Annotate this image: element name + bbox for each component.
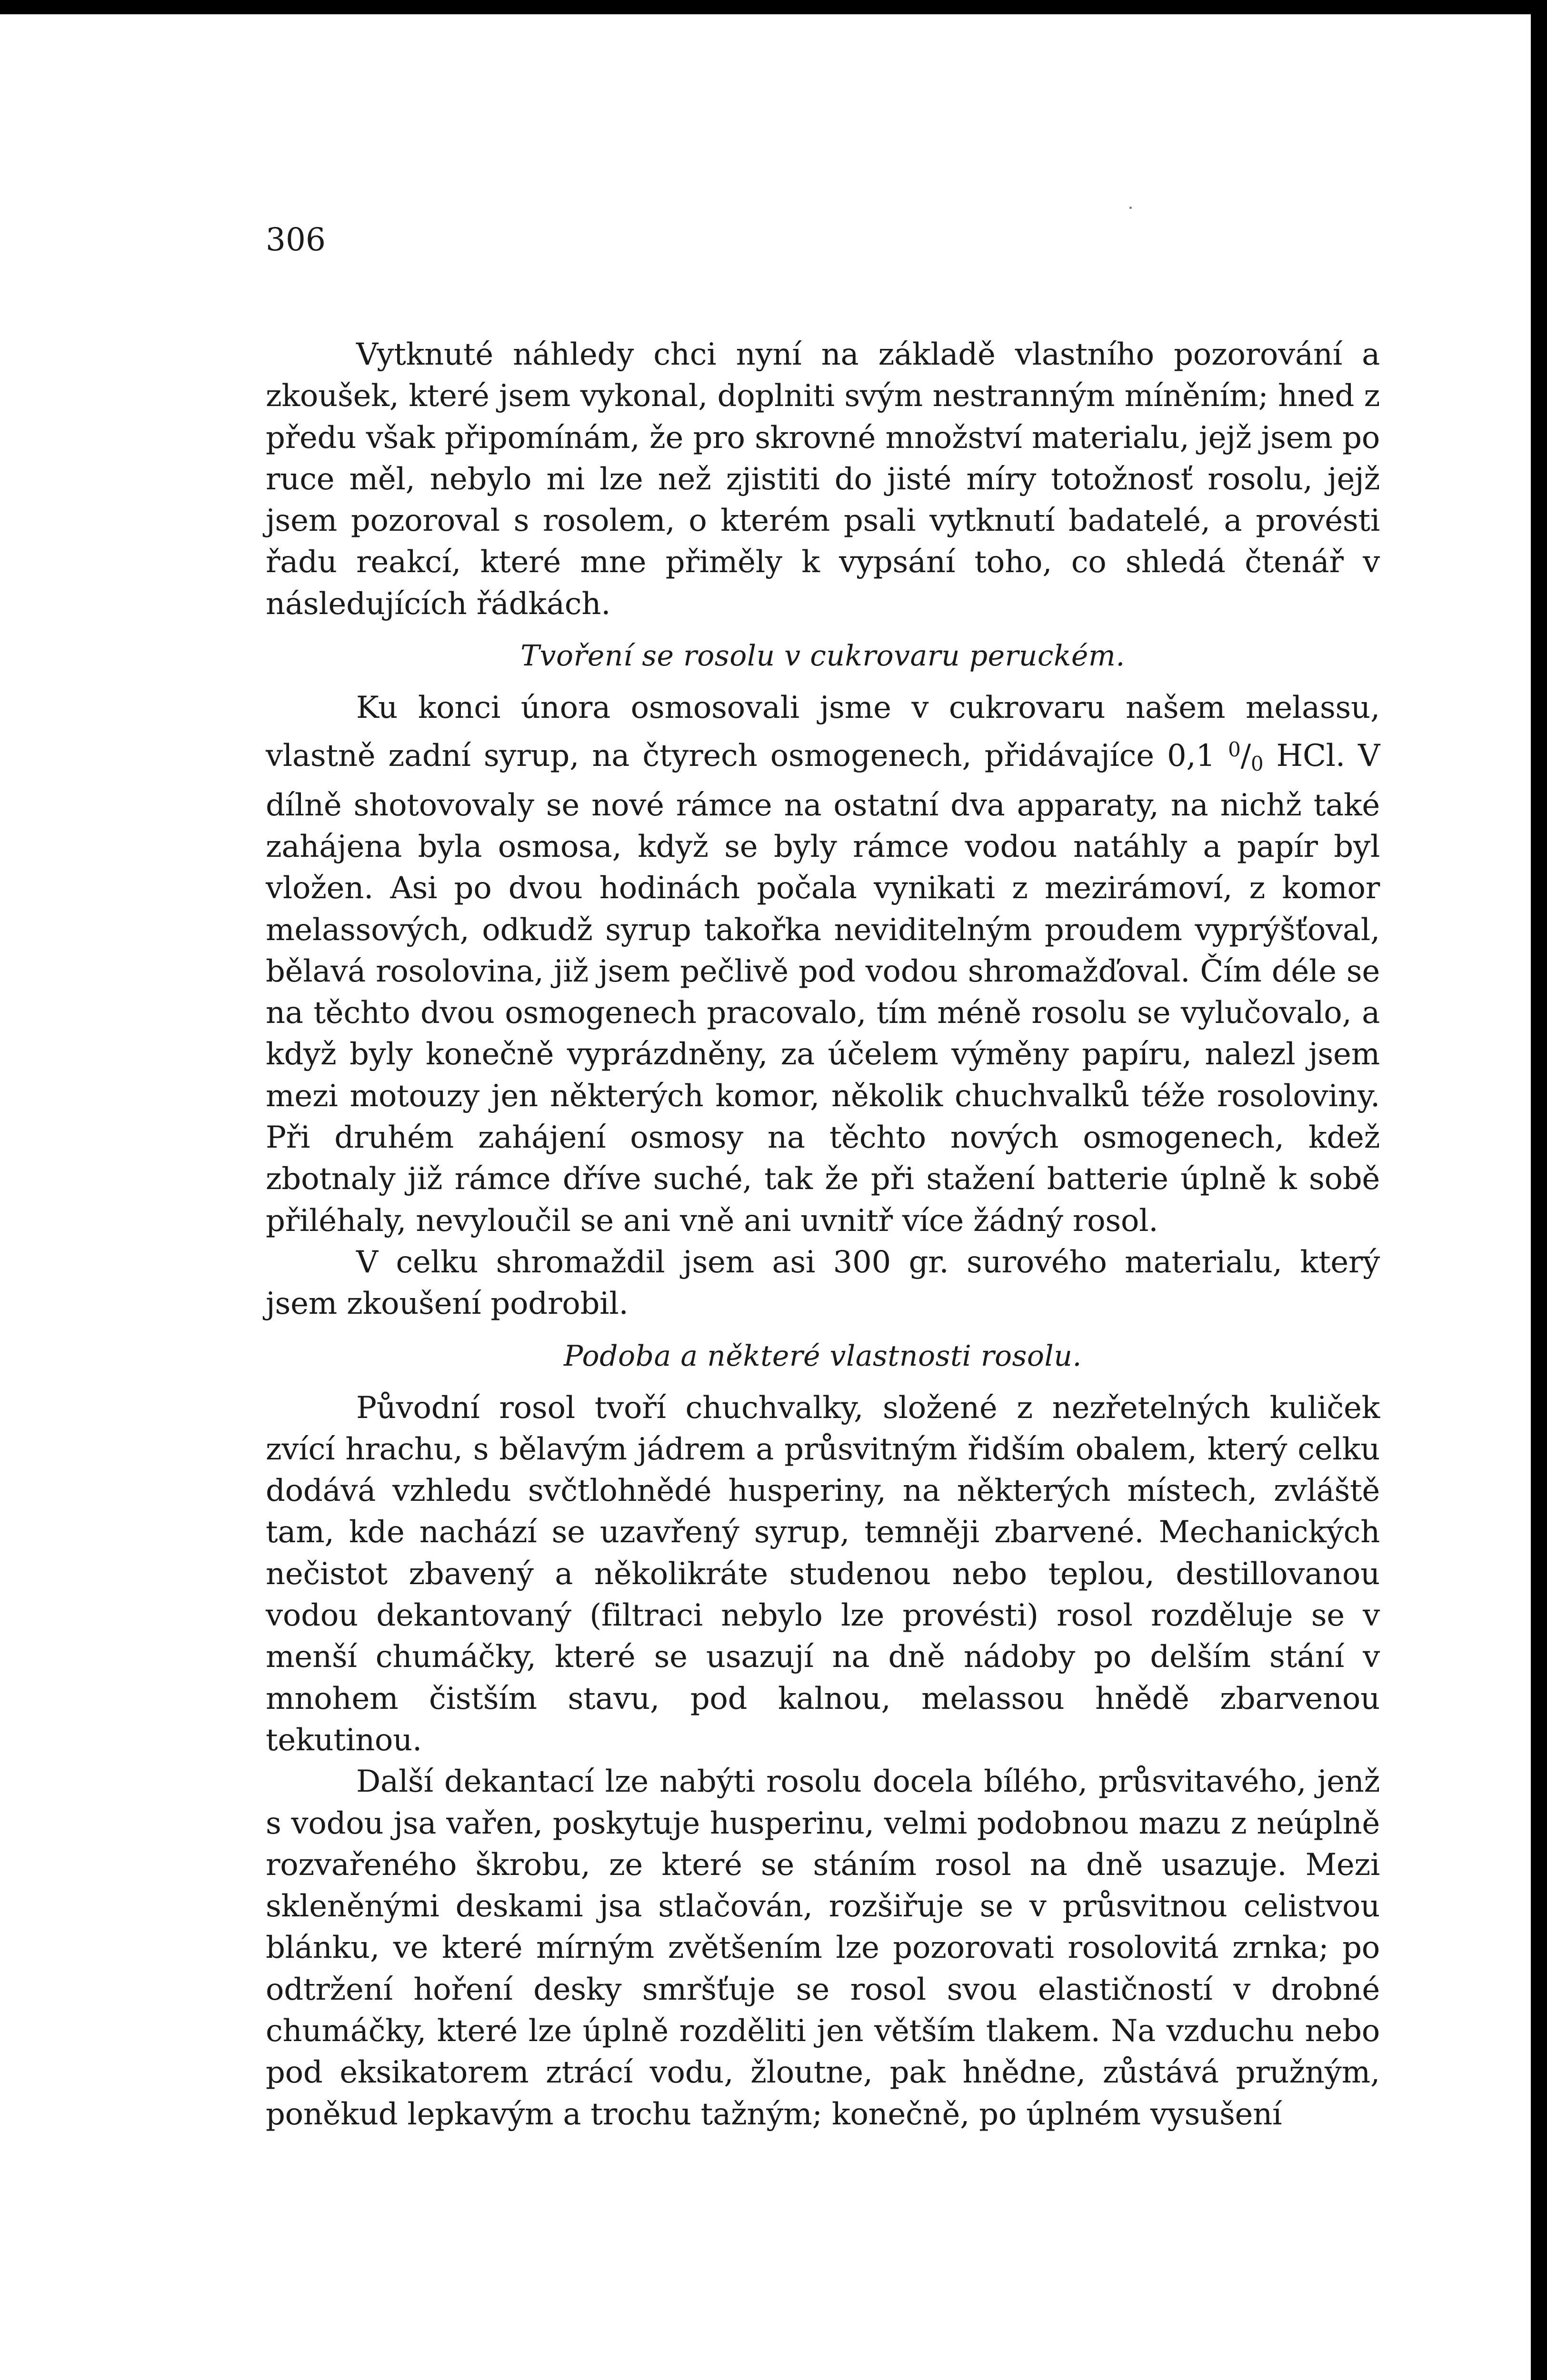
paragraph-osmosis bbox=[266, 687, 1380, 1242]
scan-speck bbox=[1129, 207, 1132, 209]
percent-sign-top: 0 bbox=[1228, 738, 1241, 762]
section-heading-formation: Tvoření se rosolu v cukrovaru peruckém. bbox=[520, 639, 1125, 673]
paragraph-osmosis-start: Ku konci února osmosovali jsme v cukrovaru našem melassu, vlastně zadní syrup, na čtyrech osmogenech, přidávajíce 0,1 bbox=[266, 690, 1380, 774]
paragraph-intro: Vytknuté náhledy chci nyní na základě vlastního pozorování a zkoušek, které jsem vykonal, doplniti svým nestranným míněním; hned z předu však připomínám, že pro skrovné množství materialu, jejž jsem po ruce měl, nebylo mi lze než zjistiti do jisté míry totožnosť rosolu, jejž jsem pozoroval s rosolem, o kterém psali vytknutí badatelé, a provésti řadu reakcí, které mne přiměly k vypsání toho, co shledá čtenář v následujících řádkách. bbox=[266, 337, 1380, 622]
percent-sign-bottom: 0 bbox=[1250, 752, 1264, 776]
percent-sign bbox=[1228, 738, 1263, 774]
paragraph-collected: V celku shromaždil jsem asi 300 gr. surového materialu, který jsem zkoušení podrobil. bbox=[266, 1244, 1380, 1322]
percent-sign-slash: / bbox=[1240, 738, 1251, 774]
section-heading-properties: Podoba a některé vlastnosti rosolu. bbox=[564, 1339, 1082, 1373]
paragraph-decantation: Další dekantací lze nabýti rosolu docela bílého, průsvitavého, jenž s vodou jsa vařen, poskytuje husperinu, velmi podobnou mazu z neúplně rozvařeného škrobu, ze které se stáním rosol na dně usazuje. Mezi skleněnými deskami jsa stlačován, rozšiřuje se v průsvitnou celistvou blánku, ve které mírným zvětšením lze pozorovati rosolovitá zrnka; po odtržení hoření desky smršťuje se rosol svou elastičností v drobné chumáčky, které lze úplně rozděliti jen větším tlakem. Na vzduchu nebo pod eksikatorem ztrácí vodu, žloutne, pak hnědne, zůstává pružným, poněkud lepkavým a trochu tažným; konečně, po úplném vysušení bbox=[266, 1764, 1380, 2132]
page-number: 306 bbox=[266, 221, 326, 258]
paragraph-appearance: Původní rosol tvoří chuchvalky, složené z nezřetelných kuliček zvící hrachu, s bělavým jádrem a průsvitným řidším obalem, který celku dodává vzhledu svčtlohnědé husperiny, na některých místech, zvláště tam, kde nachází se uzavřený syrup, temněji zbarvené. Mechanických nečistot zbavený a několikráte studenou nebo teplou, destillovanou vodou dekantovaný (filtraci nebylo lze provésti) rosol rozděluje se v menší chumáčky, které se usazují na dně nádoby po delším stání v mnohem čistším stavu, pod kalnou, melassou hnědě zbarvenou tekutinou. bbox=[266, 1390, 1380, 1758]
text-block bbox=[266, 219, 1380, 2135]
paragraph-osmosis-rest: HCl. V dílně shotovovaly se nové rámce na ostatní dva apparaty, na nichž také zahájena byla osmosa, když se byly rámce vodou natáhly a papír byl vložen. Asi po dvou hodinách počala vynikati z mezirámoví, z komor melassových, odkudž syrup takořka neviditelným proudem vyprýšťoval, bělavá rosolovina, již jsem pečlivě pod vodou shromažďoval. Čím déle se na těchto dvou osmogenech pracovalo, tím méně rosolu se vylučovalo, a když byly konečně vyprázdněny, za účelem výměny papíru, nalezl jsem mezi motouzy jen některých komor, několik chuchvalků téže rosoloviny. Při druhém zahájení osmosy na těchto nových osmogenech, kdež zbotnaly již rámce dříve suché, tak že při stažení batterie úplně k sobě přiléhaly, nevyloučil se ani vně ani uvnitř více žádný rosol. bbox=[266, 738, 1380, 1239]
scanned-page bbox=[0, 14, 1531, 2380]
